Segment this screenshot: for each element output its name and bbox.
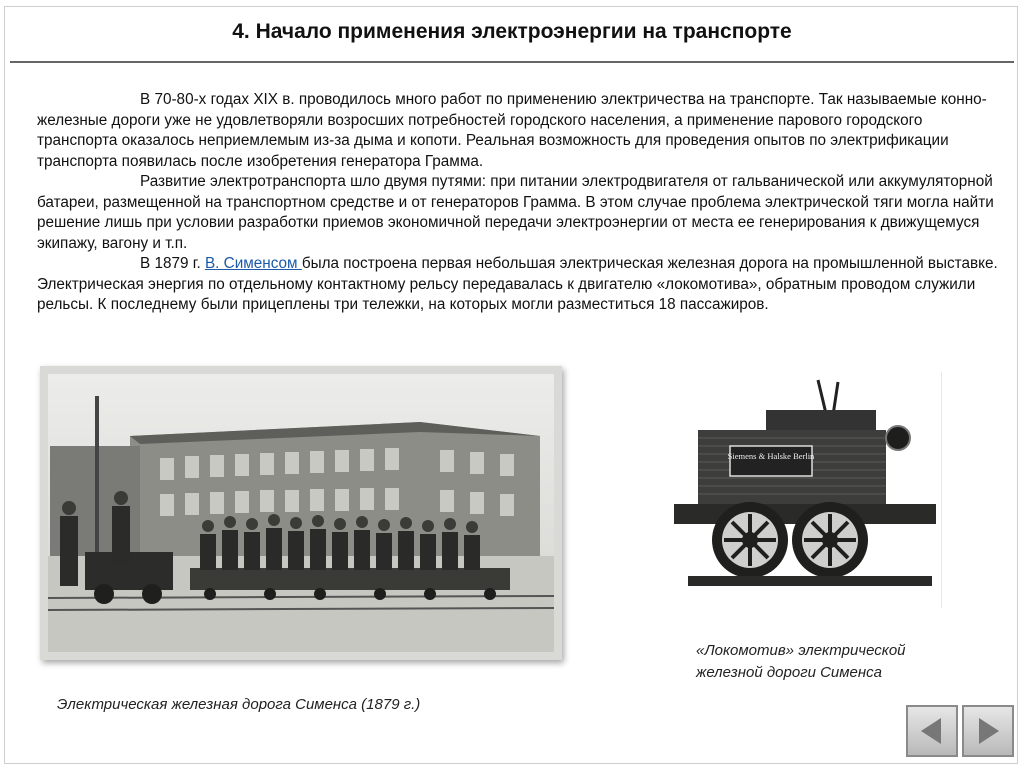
slide-title: 4. Начало применения электроэнергии на транспорте xyxy=(232,20,792,43)
title-divider xyxy=(10,61,1014,63)
body-text xyxy=(37,90,1003,316)
paragraph-3 xyxy=(37,254,1003,316)
paragraph-1: В 70-80-х годах XIX в. проводилось много работ по применению электричества на транспорте. Так называемые конно-железные дороги уже не удовлетворяли возросших потребностей городского населения, а применение парового городского транспорта оказалось неприемлемым из-за дыма и копоти. Реальная возможность для проведения опытов по электрификации транспорта появилась после изобретения генератора Грамма. xyxy=(37,91,987,170)
paragraph-3-end: была построена первая небольшая электрическая железная дорога на промышленной выставке. Электрическая энергия по отдельному контактному рельсу передавалась к двигателю «локомотива», обратным проводом служили рельсы. К последнему были прицеплены три тележки, на которых могли разместиться 18 пассажиров. xyxy=(37,255,998,313)
locomotive-nameplate: Siemens & Halske Berlin xyxy=(727,451,815,461)
arrow-right-icon xyxy=(971,714,1005,748)
photo-siemens-locomotive-drawing xyxy=(668,372,942,608)
paragraph-2: Развитие электротранспорта шло двумя путями: при питании электродвигателя от гальванической или аккумуляторной батареи, размещенной на транспортном средстве и от генераторов Грамма. В этом случае проблема электрической тяги могла найти решение лишь при условии разработки приемов экономичной передачи электроэнергии от места ее генерирования к движущемуся экипажу, вагону и т.п. xyxy=(37,173,994,252)
caption-locomotive-line-1: «Локомотив» электрической xyxy=(696,642,906,659)
caption-locomotive-line-2: железной дороги Сименса xyxy=(696,664,882,681)
arrow-left-icon xyxy=(915,714,949,748)
previous-slide-button[interactable] xyxy=(906,705,958,757)
photo-siemens-railway xyxy=(40,366,562,660)
next-slide-button[interactable] xyxy=(962,705,1014,757)
siemens-link[interactable]: В. Сименсом xyxy=(204,255,302,272)
caption-locomotive xyxy=(696,640,996,684)
paragraph-3-start: В 1879 г. xyxy=(140,255,205,272)
photo-siemens-railway-drawing xyxy=(40,366,562,660)
caption-railway: Электрическая железная дорога Сименса (1879 г.) xyxy=(57,696,421,713)
photo-siemens-locomotive xyxy=(668,372,942,608)
